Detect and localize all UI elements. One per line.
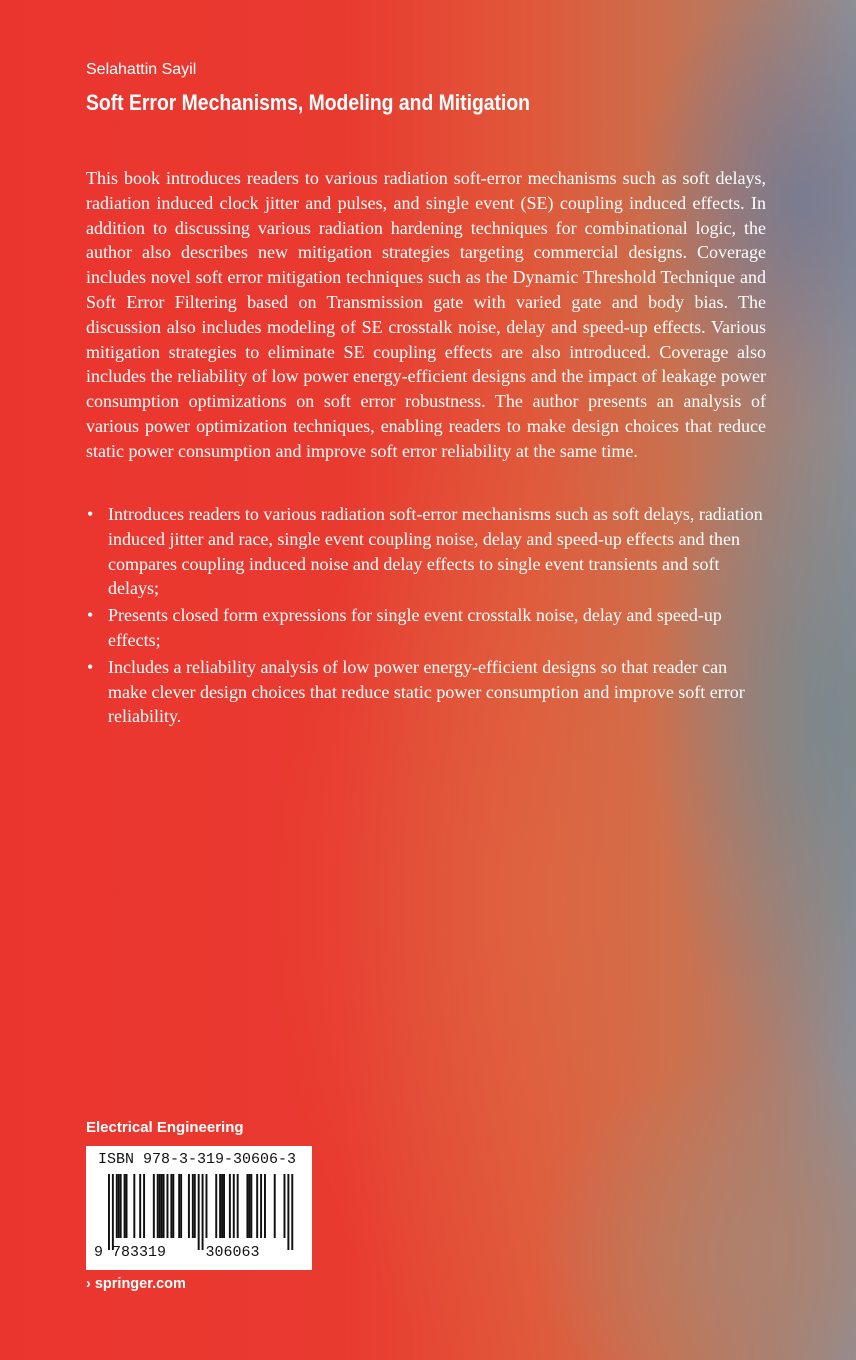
barcode-bar — [120, 1174, 122, 1238]
barcode-digits: 783319 — [112, 1244, 167, 1261]
barcode-bar — [170, 1174, 172, 1238]
feature-text: Includes a reliability analysis of low power energy-efficient designs so that reader can make clever design choices that reduce static power consumption and improve soft error reliability. — [108, 656, 745, 727]
barcode-bar — [284, 1174, 286, 1238]
bullet-icon: • — [87, 656, 94, 677]
barcode-bar — [161, 1174, 163, 1238]
bullet-icon: • — [87, 504, 94, 524]
barcode-bar — [116, 1174, 118, 1238]
barcode-bar — [223, 1174, 225, 1238]
barcode-bar — [157, 1174, 159, 1238]
barcode-bar — [219, 1174, 221, 1238]
barcode-bar — [206, 1174, 208, 1238]
barcode-bar — [233, 1174, 235, 1238]
barcode-bar — [139, 1174, 141, 1238]
book-description: This book introduces readers to various radiation soft-error mechanisms such as soft delays, radiation induced clock jitter and pulses, and single event (SE) coupling induced effects. In addition to discussing various radiation hardening techniques for combinational logic, the author also describes new mitigation strategies targeting commercial designs. Coverage includes novel soft error mitigation techniques such as the Dynamic Threshold Technique and Soft Error Filtering based on Transmission gate with varied gate and body bias. The discussion also includes modeling of SE crosstalk noise, delay and speed-up effects. Various mitigation strategies to eliminate SE coupling effects are also introduced. Coverage also includes the reliability of low power energy-efficient designs and the impact of leakage power consumption optimizations on soft error robustness. The author presents an analysis of various power optimization techniques, enabling readers to make design choices that reduce static power consumption and improve soft error reliability at the same time. — [86, 168, 766, 461]
author-name: Selahattin Sayil — [86, 61, 197, 78]
subject-category: Electrical Engineering — [86, 1119, 244, 1136]
barcode-bar — [274, 1174, 276, 1238]
barcode-bar — [248, 1174, 250, 1238]
barcode-bar — [202, 1174, 204, 1250]
barcode-bar — [108, 1174, 110, 1250]
isbn-number: ISBN 978-3-319-30606-3 — [98, 1151, 297, 1168]
barcode-bar — [180, 1174, 182, 1238]
barcode-bar — [250, 1174, 252, 1238]
barcode-bar — [291, 1174, 293, 1250]
barcode-bar — [256, 1174, 258, 1238]
barcode-bar — [163, 1174, 165, 1238]
barcode-bar — [215, 1174, 217, 1238]
bullet-icon: • — [87, 605, 94, 626]
barcode-bar — [112, 1174, 114, 1250]
barcode-bar — [126, 1174, 128, 1238]
barcode-bar — [192, 1174, 194, 1238]
barcode-bar — [198, 1174, 200, 1250]
barcode-bar — [264, 1174, 266, 1238]
barcode-bar — [246, 1174, 248, 1238]
feature-text: Presents closed form expressions for single event crosstalk noise, delay and speed-up effects; — [108, 605, 722, 650]
barcode-bar — [188, 1174, 190, 1238]
book-title: Soft Error Mechanisms, Modeling and Mitigation — [86, 90, 531, 115]
barcode-bar — [167, 1174, 169, 1238]
barcode-bar — [172, 1174, 174, 1238]
barcode-bar — [178, 1174, 180, 1238]
barcode-digits: 306063 — [205, 1244, 260, 1261]
feature-list-item — [86, 502, 766, 601]
feature-text: Introduces readers to various radiation soft-error mechanisms such as soft delays, radiation induced jitter and race, single event coupling noise, delay and speed-up effects and then compares coupling induced noise and delay effects to single event transients and soft delays; — [108, 504, 763, 599]
feature-list — [86, 502, 766, 731]
barcode-bar — [229, 1174, 231, 1238]
feature-list-item — [86, 655, 766, 729]
barcode-bar — [118, 1174, 120, 1238]
barcode-bar — [260, 1174, 262, 1238]
barcode-digits: 9 — [94, 1244, 104, 1261]
barcode-bar — [124, 1174, 126, 1238]
barcode-bar — [237, 1174, 239, 1238]
barcode-bar — [221, 1174, 223, 1238]
isbn-barcode — [86, 1146, 312, 1270]
barcode-bar — [159, 1174, 161, 1238]
barcode-bar — [287, 1174, 289, 1250]
barcode-bar — [143, 1174, 145, 1238]
barcode-bar — [194, 1174, 196, 1238]
barcode-bar — [153, 1174, 155, 1238]
feature-list-item — [86, 603, 766, 653]
publisher-link[interactable]: › springer.com — [86, 1276, 186, 1292]
barcode-bar — [133, 1174, 135, 1238]
